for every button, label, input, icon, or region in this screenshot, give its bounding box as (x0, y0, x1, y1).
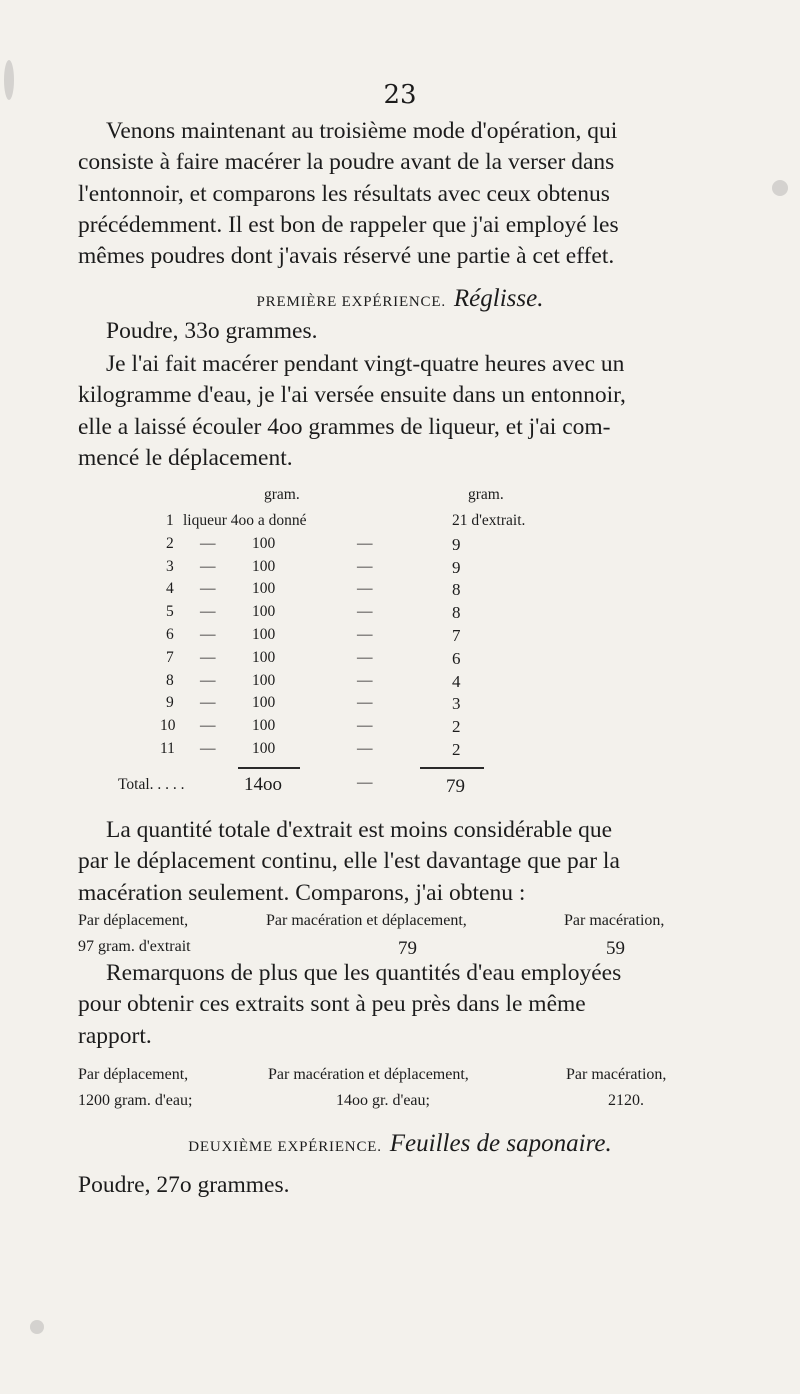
total-label: Total. . . . . (118, 776, 185, 793)
text-line: consiste à faire macérer la poudre avant de la verser dans (78, 149, 615, 176)
value-maceration-deplacement: 14oo gr. d'eau; (336, 1092, 430, 1109)
experiment-label: DEUXIÈME EXPÉRIENCE. (188, 1139, 382, 1155)
header-deplacement: Par déplacement, (78, 912, 189, 929)
row-dash-2: — (357, 626, 373, 643)
row-extract: 7 (452, 626, 461, 645)
row-dash: — (200, 740, 216, 757)
row-number: 2 (166, 534, 174, 552)
row-extract: 9 (452, 534, 461, 554)
row-number: 5 (166, 603, 174, 621)
header-deplacement: Par déplacement, (78, 1066, 189, 1083)
text-line: pour obtenir ces extraits sont à peu près dans le même (78, 991, 586, 1018)
row-extract: 8 (452, 580, 461, 600)
row-dash: — (200, 626, 216, 643)
experiment-2-heading (0, 1130, 800, 1158)
text-line: Poudre, 33o grammes. (106, 318, 318, 344)
row-number: 4 (166, 580, 174, 598)
unit-header-right: gram. (468, 486, 504, 503)
page-number: 23 (383, 80, 417, 110)
row-dash-2: — (357, 648, 373, 666)
row-liquor: 100 (252, 694, 276, 712)
row-liquor: 100 (252, 626, 276, 643)
text-line: Remarquons de plus que les quantités d'eau employées (106, 960, 622, 986)
water-comparison-headers (78, 1066, 692, 1086)
experiment-label: PREMIÈRE EXPÉRIENCE. (256, 294, 446, 310)
text-line: elle a laissé écouler 4oo grammes de liqueur, et j'ai com- (78, 413, 611, 440)
row-liquor: 100 (252, 740, 276, 757)
text-line: l'entonnoir, et comparons les résultats avec ceux obtenus (78, 180, 610, 207)
row-liquor: 100 (252, 603, 276, 621)
row-dash-2: — (357, 557, 373, 575)
value-deplacement: 97 gram. d'extrait (78, 938, 191, 955)
row-number: 7 (166, 648, 174, 666)
value-maceration-deplacement: 79 (398, 938, 417, 959)
row-number: 10 (160, 717, 176, 735)
text-line: Poudre, 27o grammes. (78, 1172, 290, 1198)
row-extract: 3 (452, 694, 461, 714)
total-rule (238, 767, 300, 769)
row-dash-2: — (357, 740, 373, 757)
row-dash-2: — (357, 671, 373, 689)
row-number: 11 (160, 740, 175, 757)
row-extract: 9 (452, 557, 461, 577)
row-dash: — (200, 580, 216, 598)
row-dash-2: — (357, 603, 373, 621)
text-line: par le déplacement continu, elle l'est davantage que par la (78, 848, 620, 875)
row-dash: — (200, 717, 216, 735)
row-dash-2: — (357, 580, 373, 598)
value-maceration: 2120. (608, 1092, 644, 1109)
text-line: La quantité totale d'extrait est moins considérable que (106, 817, 613, 843)
row-dash-2: — (357, 694, 373, 712)
text-line: Venons maintenant au troisième mode d'opération, qui (106, 118, 618, 144)
row-dash: — (200, 557, 216, 575)
row-number: 9 (166, 694, 174, 712)
row-liquor: 100 (252, 534, 276, 552)
row-dash: — (200, 603, 216, 621)
row-dash-2: — (357, 717, 373, 735)
row-extract: 2 (452, 717, 461, 737)
row-extract: 4 (452, 671, 461, 691)
text-line: précédemment. Il est bon de rappeler que j'ai employé les (78, 211, 619, 238)
header-maceration-deplacement: Par macération et déplacement, (266, 912, 467, 929)
row-dash-2: — (357, 534, 373, 552)
text-line: rapport. (78, 1022, 152, 1049)
row-number: 6 (166, 626, 174, 643)
poudre-line (78, 1170, 692, 1201)
text-line: Je l'ai fait macérer pendant vingt-quatre heures avec un (106, 351, 625, 377)
total-extract: 79 (446, 776, 465, 797)
row-liquor: 100 (252, 717, 276, 735)
row-dash: — (200, 648, 216, 666)
row-text: liqueur 4oo a donné (183, 512, 307, 529)
row-dash: — (200, 534, 216, 552)
text-line: mencé le déplacement. (78, 444, 293, 471)
row-number: 3 (166, 557, 174, 575)
row-liquor: 100 (252, 671, 276, 689)
value-deplacement: 1200 gram. d'eau; (78, 1092, 193, 1109)
row-extract: 6 (452, 648, 461, 668)
experiment-title: Feuilles de saponaire. (389, 1130, 612, 1157)
water-comparison-values (78, 1092, 692, 1116)
row-extract: 21 d'extrait. (452, 512, 526, 529)
header-maceration: Par macération, (564, 912, 665, 929)
row-dash: — (200, 671, 216, 689)
text-line: macération seulement. Comparons, j'ai obtenu : (78, 879, 526, 906)
total-rule (420, 767, 484, 769)
value-maceration: 59 (606, 938, 625, 959)
text-line: kilogramme d'eau, je l'ai versée ensuite dans un entonnoir, (78, 382, 626, 409)
row-extract: 8 (452, 603, 461, 623)
conclusion-paragraph (78, 815, 692, 909)
text-line: mêmes poudres dont j'avais réservé une partie à cet effet. (78, 243, 615, 270)
row-liquor: 100 (252, 648, 276, 666)
experiment-title: Réglisse. (453, 285, 544, 312)
extract-comparison-headers (78, 912, 692, 932)
unit-header-left: gram. (264, 486, 300, 503)
header-maceration: Par macération, (566, 1066, 667, 1083)
row-dash: — (200, 694, 216, 712)
header-maceration-deplacement: Par macération et déplacement, (268, 1066, 469, 1083)
row-extract: 2 (452, 740, 461, 759)
row-liquor: 100 (252, 580, 276, 598)
remark-paragraph (78, 958, 692, 1052)
total-liquor: 14oo (244, 774, 282, 795)
row-number: 1 (166, 512, 174, 529)
row-liquor: 100 (252, 557, 276, 575)
total-dash: — (357, 774, 373, 791)
row-number: 8 (166, 671, 174, 689)
